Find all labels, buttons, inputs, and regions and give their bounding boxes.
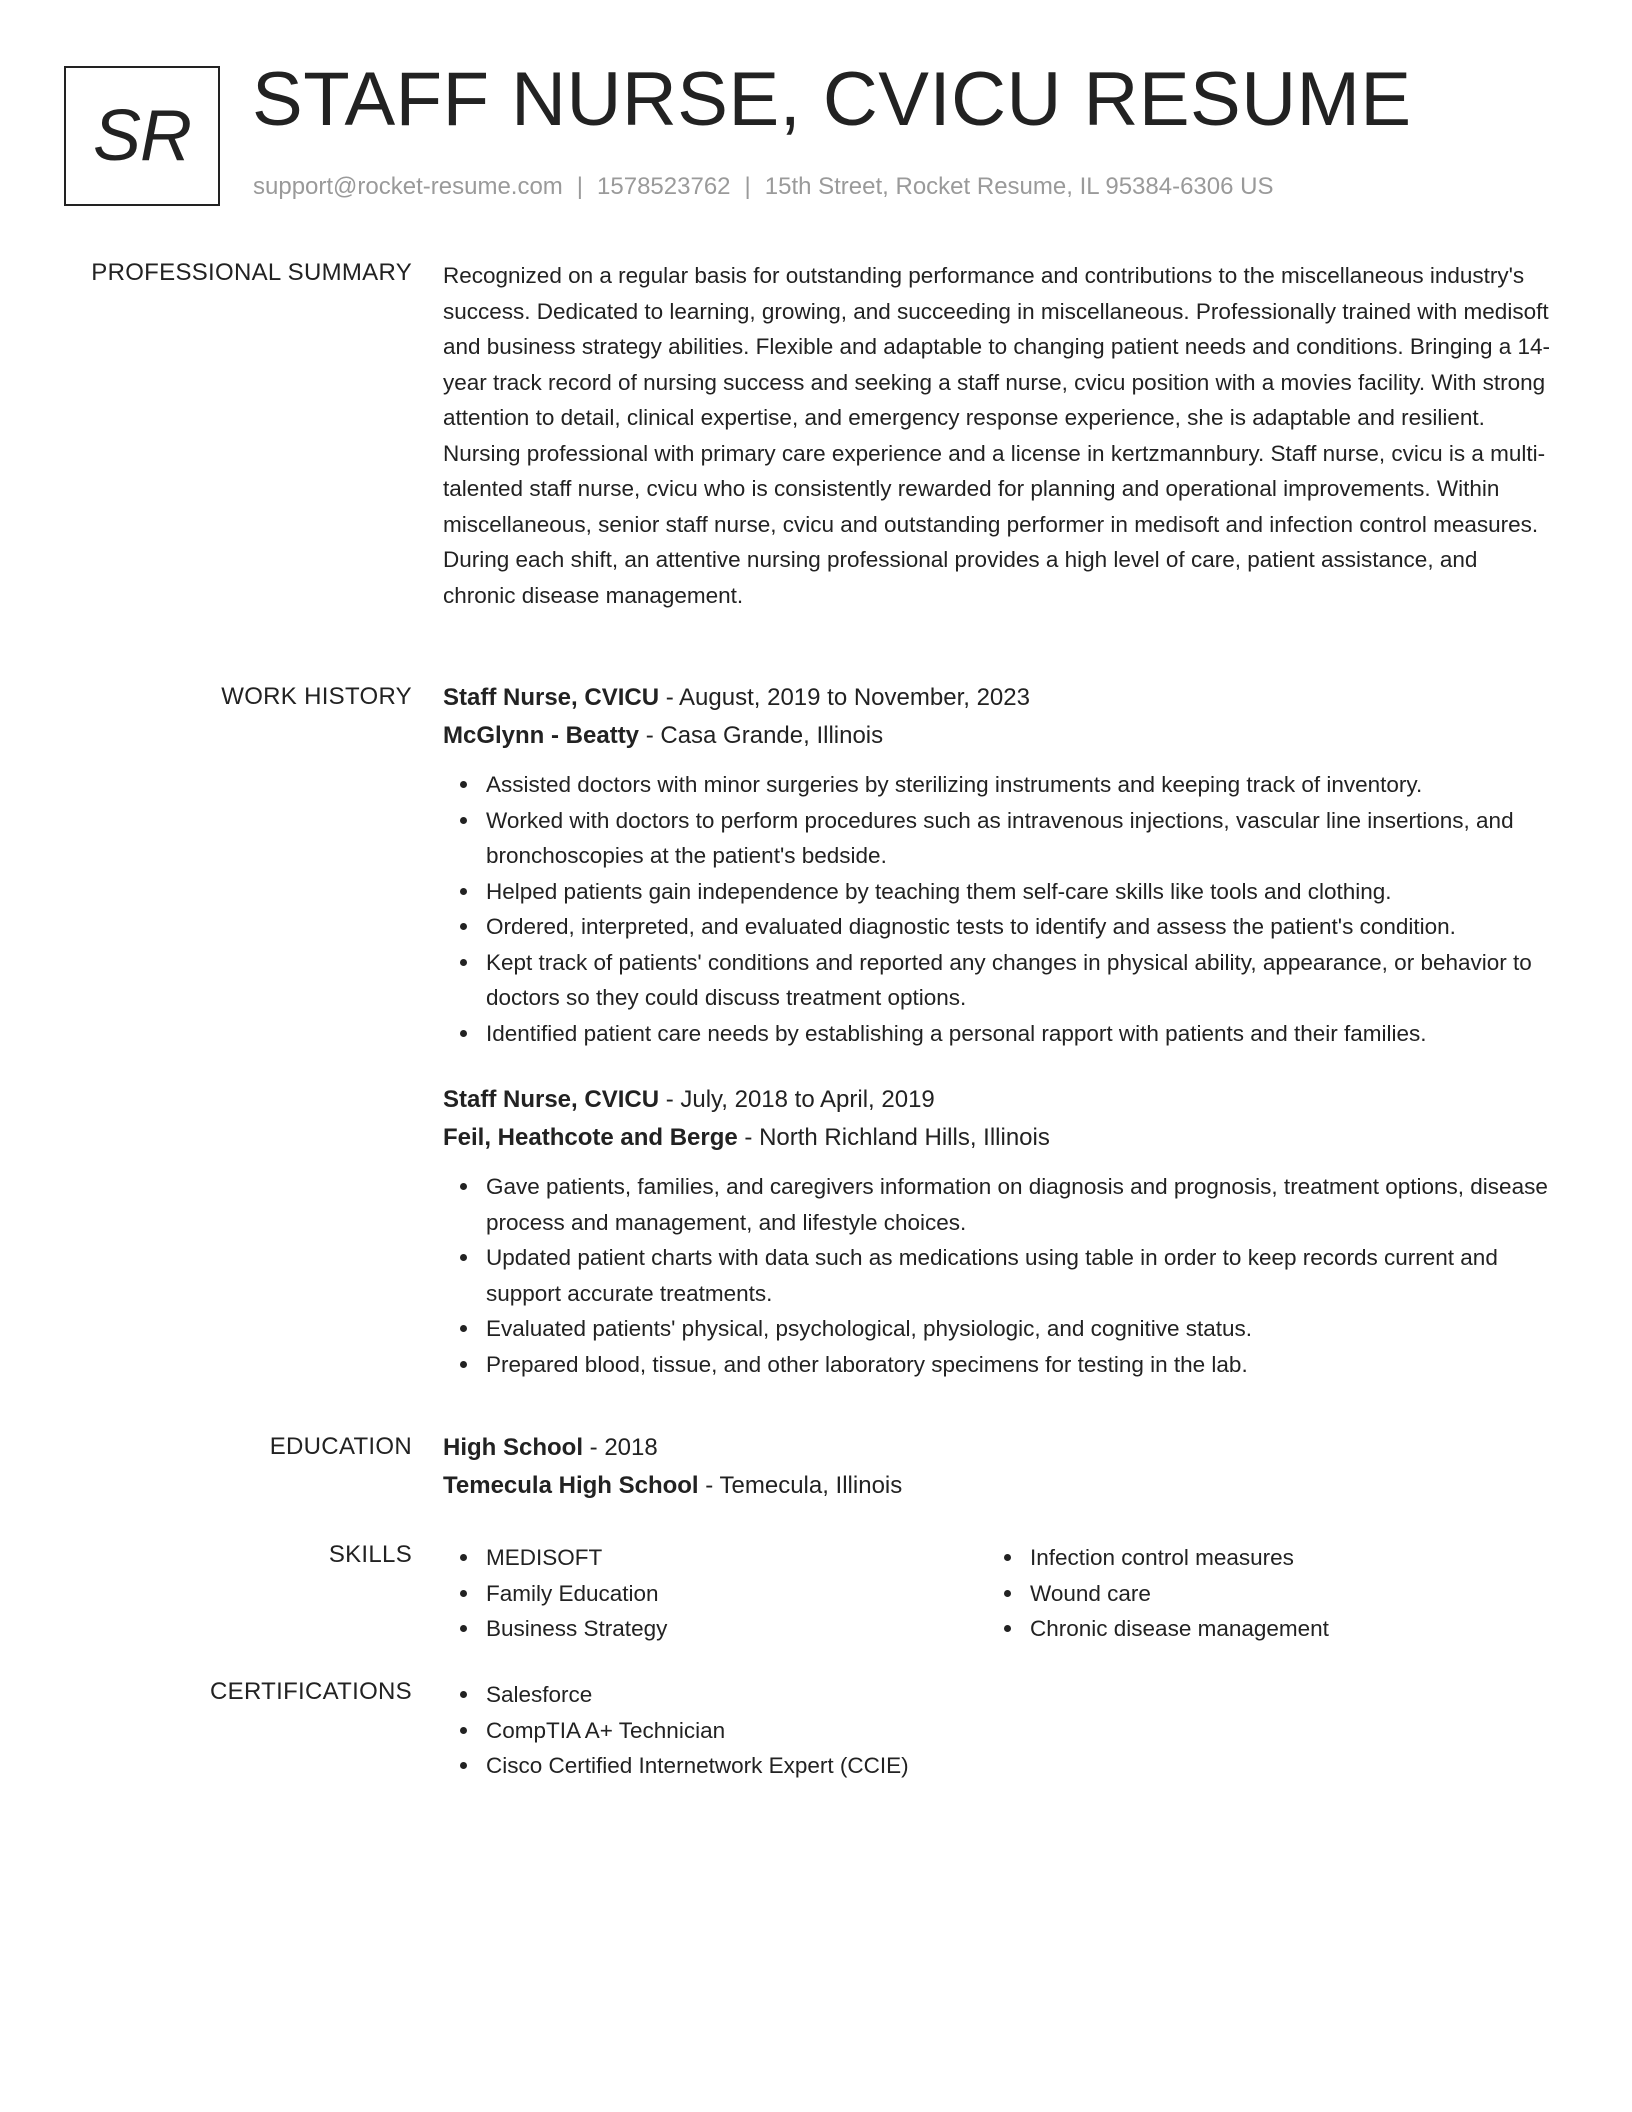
certification-item: Salesforce (486, 1677, 1555, 1713)
certification-item: Cisco Certified Internetwork Expert (CCIE) (486, 1748, 1555, 1784)
skills-column-left (443, 1540, 987, 1647)
summary-text: Recognized on a regular basis for outstanding performance and contributions to the miscellaneous industry's success. Dedicated to learning, growing, and succeeding in miscellaneous. Professionally trained with medisoft and business strategy abilities. Flexible and adaptable to changing patient needs and conditions. Bringing a 14-year track record of nursing success and seeking a staff nurse, cvicu position with a movies facility. With strong attention to detail, clinical expertise, and emergency response experience, she is adaptable and resilient. Nursing professional with primary care experience and a license in kertzmannbury. Staff nurse, cvicu is a multi-talented staff nurse, cvicu who is consistently rewarded for planning and operational improvements. Within miscellaneous, senior staff nurse, cvicu and outstanding performer in medisoft and infection control measures. During each shift, an attentive nursing professional provides a high level of care, patient assistance, and chronic disease management. (443, 263, 1550, 608)
skills-label: SKILLS (328, 1541, 412, 1568)
resume-title: STAFF NURSE, CVICU RESUME (252, 57, 1412, 142)
job-bullet: Updated patient charts with data such as medications using table in order to keep records current and support accurate treatments. (486, 1240, 1555, 1311)
job-bullet: Prepared blood, tissue, and other laboratory specimens for testing in the lab. (486, 1347, 1555, 1383)
contact-phone: 1578523762 (597, 173, 731, 200)
job-location: - North Richland Hills, Illinois (737, 1124, 1050, 1151)
summary-label: PROFESSIONAL SUMMARY (91, 259, 412, 286)
job-company: McGlynn - Beatty (443, 722, 640, 749)
job-bullet: Assisted doctors with minor surgeries by sterilizing instruments and keeping track of inventory. (486, 767, 1555, 803)
contact-address: 15th Street, Rocket Resume, IL 95384-6306 US (764, 173, 1274, 200)
certifications-body (443, 1677, 1555, 1784)
contact-email: support@rocket-resume.com (253, 173, 563, 200)
education-location: - Temecula, Illinois (698, 1472, 903, 1499)
certifications-label: CERTIFICATIONS (210, 1678, 412, 1705)
skills-list (443, 1540, 987, 1647)
skills-list (987, 1540, 1531, 1647)
skill-item: Chronic disease management (1030, 1611, 1531, 1647)
job-title: Staff Nurse, CVICU (443, 1086, 660, 1113)
job-bullet: Identified patient care needs by establishing a personal rapport with patients and their families. (486, 1016, 1555, 1052)
skills-column-right (987, 1540, 1531, 1647)
contact-line (253, 173, 1273, 201)
certifications-list (443, 1677, 1555, 1784)
monogram-initials: SR (92, 96, 192, 176)
job-title: Staff Nurse, CVICU (443, 684, 660, 711)
summary-body (443, 258, 1555, 613)
job-bullet: Evaluated patients' physical, psychological, physiologic, and cognitive status. (486, 1311, 1555, 1347)
skills-body (443, 1540, 1555, 1647)
job-company-line (443, 1119, 1555, 1157)
work-history-label: WORK HISTORY (221, 683, 412, 710)
monogram-box (64, 66, 220, 206)
job-company: Feil, Heathcote and Berge (443, 1124, 738, 1151)
skill-item: Business Strategy (486, 1611, 987, 1647)
education-degree: High School (443, 1434, 583, 1461)
job-title-line (443, 679, 1555, 717)
job-dates: - July, 2018 to April, 2019 (659, 1086, 935, 1113)
skill-item: Wound care (1030, 1576, 1531, 1612)
job-bullet: Gave patients, families, and caregivers information on diagnosis and prognosis, treatment options, disease process and management, and lifestyle choices. (486, 1169, 1555, 1240)
job-bullet: Ordered, interpreted, and evaluated diagnostic tests to identify and assess the patient's condition. (486, 909, 1555, 945)
job-bullets (443, 1169, 1555, 1382)
job-bullet: Helped patients gain independence by teaching them self-care skills like tools and clothing. (486, 874, 1555, 910)
job-entry (443, 679, 1555, 1051)
job-dates: - August, 2019 to November, 2023 (659, 684, 1030, 711)
job-bullet: Worked with doctors to perform procedures such as intravenous injections, vascular line insertions, and bronchoscopies at the patient's bedside. (486, 803, 1555, 874)
contact-separator: | (576, 173, 584, 200)
job-title-line (443, 1081, 1555, 1119)
job-location: - Casa Grande, Illinois (639, 722, 884, 749)
contact-separator: | (744, 173, 751, 200)
job-bullets (443, 767, 1555, 1051)
education-year: - 2018 (583, 1434, 658, 1461)
job-bullet: Kept track of patients' conditions and reported any changes in physical ability, appearance, or behavior to doctors so they could discuss treatment options. (486, 945, 1555, 1016)
job-company-line (443, 717, 1555, 755)
skill-item: MEDISOFT (486, 1540, 987, 1576)
education-degree-line (443, 1429, 1555, 1467)
certification-item: CompTIA A+ Technician (486, 1713, 1555, 1749)
education-label: EDUCATION (269, 1433, 412, 1460)
job-entry (443, 1081, 1555, 1382)
skills-grid (443, 1540, 1555, 1647)
skill-item: Family Education (486, 1576, 987, 1612)
work-history-body (443, 679, 1555, 1412)
education-school: Temecula High School (443, 1472, 699, 1499)
skill-item: Infection control measures (1030, 1540, 1531, 1576)
education-body (443, 1429, 1555, 1505)
education-school-line (443, 1467, 1555, 1505)
